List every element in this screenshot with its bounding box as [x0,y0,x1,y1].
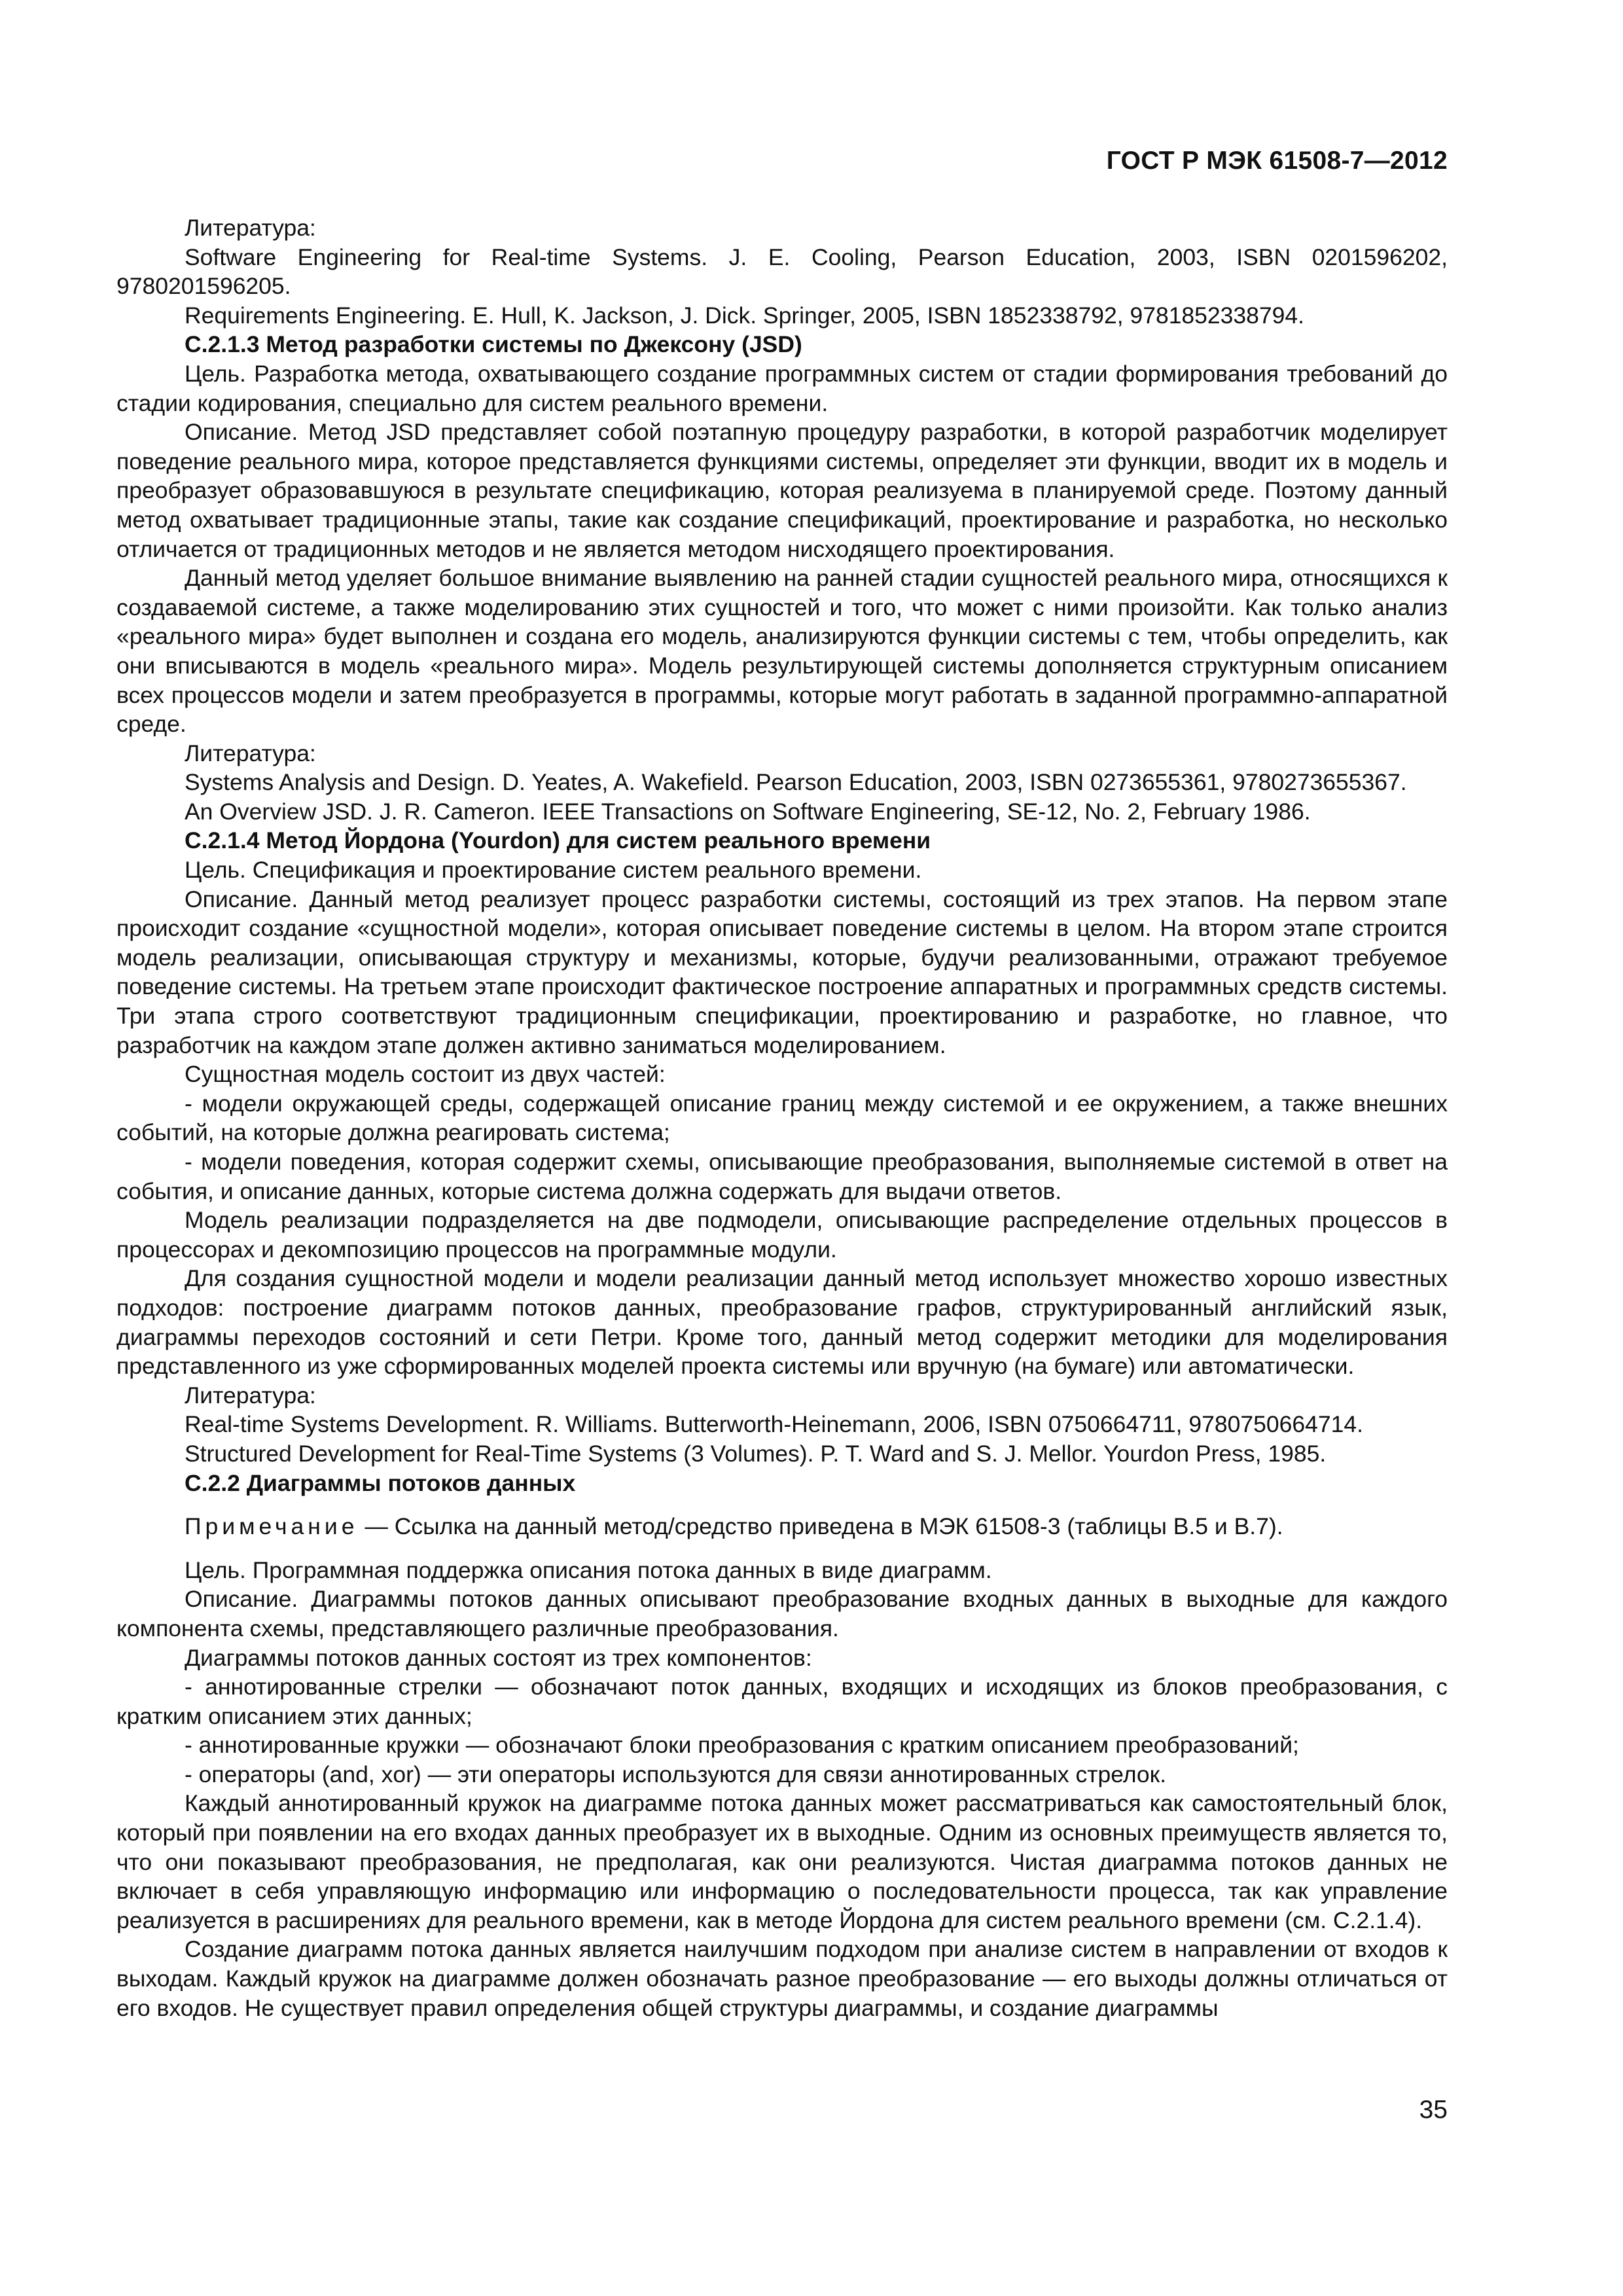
document-body [116,213,1448,2022]
paragraph: Software Engineering for Real-time Systems. J. E. Cooling, Pearson Education, 2003, ISBN 0201596202, 9780201596205. [116,243,1448,300]
section-heading: C.2.1.4 Метод Йордона (Yourdon) для систем реального времени [185,827,931,854]
paragraph: Сущностная модель состоит из двух частей: [185,1061,666,1088]
paragraph: Requirements Engineering. E. Hull, K. Jackson, J. Dick. Springer, 2005, ISBN 1852338792, 9781852338794. [185,302,1304,329]
paragraph: Литература: [185,740,316,766]
note-text: — Ссылка на данный метод/средство приведена в МЭК 61508-3 (таблицы B.5 и B.7). [358,1513,1283,1540]
page-number: 35 [1419,2096,1448,2124]
paragraph: Литература: [185,215,316,241]
paragraph: Описание. Диаграммы потоков данных описывают преобразование входных данных в выходные для каждого компонента схемы, представляющего различные преобразования. [116,1586,1448,1641]
paragraph: Каждый аннотированный кружок на диаграмме потока данных может рассматриваться как самостоятельный блок, который при появлении на его входах данных преобразует их в выходные. Одним из основных преимуществ является то, что они показывают преобразования, не предполагая, как они реализуются. Чистая диаграмма потоков данных не включает в себя управляющую информацию или информацию о последовательности процесса, так как управление реализуется в расширениях для реального времени, как в методе Йордона для систем реального времени (см. C.2.1.4). [116,1790,1448,1933]
paragraph: Литература: [185,1382,316,1408]
paragraph: Модель реализации подразделяется на две подмодели, описывающие распределение отдельных процессов в процессорах и декомпозицию процессов на программные модули. [116,1207,1448,1263]
note [116,1512,1448,1541]
text-block-1 [116,213,1448,1498]
note-label: Примечание [185,1513,359,1540]
section-heading: C.2.2 Диаграммы потоков данных [185,1469,576,1496]
section-heading: C.2.1.3 Метод разработки системы по Джексону (JSD) [185,331,802,358]
paragraph: Описание. Данный метод реализует процесс разработки системы, состоящий из трех этапов. На первом этапе происходит создание «сущностной модели», которая описывает поведение системы в целом. На втором этапе строится модель реализации, описывающая структуру и механизмы, которые, будучи реализованными, отражают требуемое поведение системы. На третьем этапе происходит фактическое построение аппаратных и программных средств системы. Три этапа строго соответствуют традиционным спецификации, проектированию и разработке, но главное, что разработчик на каждом этапе должен активно заниматься моделированием. [116,886,1448,1058]
paragraph: Цель. Спецификация и проектирование систем реального времени. [185,857,922,884]
standard-header: ГОСТ Р МЭК 61508-7—2012 [1106,147,1448,175]
paragraph: - аннотированные кружки — обозначают блоки преобразования с кратким описанием преобразований; [185,1732,1299,1759]
paragraph: Для создания сущностной модели и модели реализации данный метод использует множество хорошо известных подходов: построение диаграмм потоков данных, преобразование графов, структурированный английский язык, диаграммы переходов состояний и сети Петри. Кроме того, данный метод содержит методики для моделирования представленного из уже сформированных моделей проекта системы или вручную (на бумаге) или автоматически. [116,1265,1448,1380]
paragraph: - операторы (and, xor) — эти операторы используются для связи аннотированных стрелок. [185,1761,1167,1787]
text-block-2 [116,1556,1448,2023]
paragraph: Создание диаграмм потока данных является наилучшим подходом при анализе систем в направлении от входов к выходам. Каждый кружок на диаграмме должен обозначать разное преобразование — его выходы должны отличаться от его входов. Не существует правил определения общей структуры диаграммы, и создание диаграммы [116,1936,1448,2021]
paragraph: Real-time Systems Development. R. Williams. Butterworth-Heinemann, 2006, ISBN 0750664711, 9780750664714. [185,1411,1363,1438]
paragraph: Диаграммы потоков данных состоят из трех компонентов: [185,1644,812,1671]
paragraph: - модели окружающей среды, содержащей описание границ между системой и ее окружением, а также внешних событий, на которые должна реагировать система; [116,1090,1448,1146]
paragraph: - модели поведения, которая содержит схемы, описывающие преобразования, выполняемые системой в ответ на события, и описание данных, которые система должна содержать для выдачи ответов. [116,1149,1448,1204]
paragraph: Цель. Разработка метода, охватывающего создание программных систем от стадии формирования требований до стадии кодирования, специально для систем реального времени. [116,360,1448,416]
paragraph: Systems Analysis and Design. D. Yeates, A. Wakefield. Pearson Education, 2003, ISBN 0273655361, 9780273655367. [185,769,1407,796]
paragraph: Описание. Метод JSD представляет собой поэтапную процедуру разработки, в которой разработчик моделирует поведение реального мира, которое представляется функциями системы, определяет эти функции, вводит их в модель и преобразует образовавшуюся в результате спецификацию, которая реализуема в планируемой среде. Поэтому данный метод охватывает традиционные этапы, такие как создание спецификаций, проектирование и разработка, но несколько отличается от традиционных методов и не является методом нисходящего проектирования. [116,419,1448,562]
paragraph: - аннотированные стрелки — обозначают поток данных, входящих и исходящих из блоков преобразования, с кратким описанием этих данных; [116,1674,1448,1729]
paragraph: An Overview JSD. J. R. Cameron. IEEE Transactions on Software Engineering, SE-12, No. 2, February 1986. [185,798,1311,825]
paragraph: Данный метод уделяет большое внимание выявлению на ранней стадии сущностей реального мира, относящихся к создаваемой системе, а также моделированию этих сущностей и того, что может с ними произойти. Как только анализ «реального мира» будет выполнен и создана его модель, анализируются функции системы с тем, чтобы определить, как они вписываются в модель «реального мира». Модель результирующей системы дополняется структурным описанием всех процессов модели и затем преобразуется в программы, которые могут работать в заданной программно-аппаратной среде. [116,565,1448,738]
paragraph: Цель. Программная поддержка описания потока данных в виде диаграмм. [185,1556,992,1583]
document-page [116,0,1448,2296]
paragraph: Structured Development for Real-Time Systems (3 Volumes). P. T. Ward and S. J. Mellor. Yourdon Press, 1985. [185,1440,1327,1467]
